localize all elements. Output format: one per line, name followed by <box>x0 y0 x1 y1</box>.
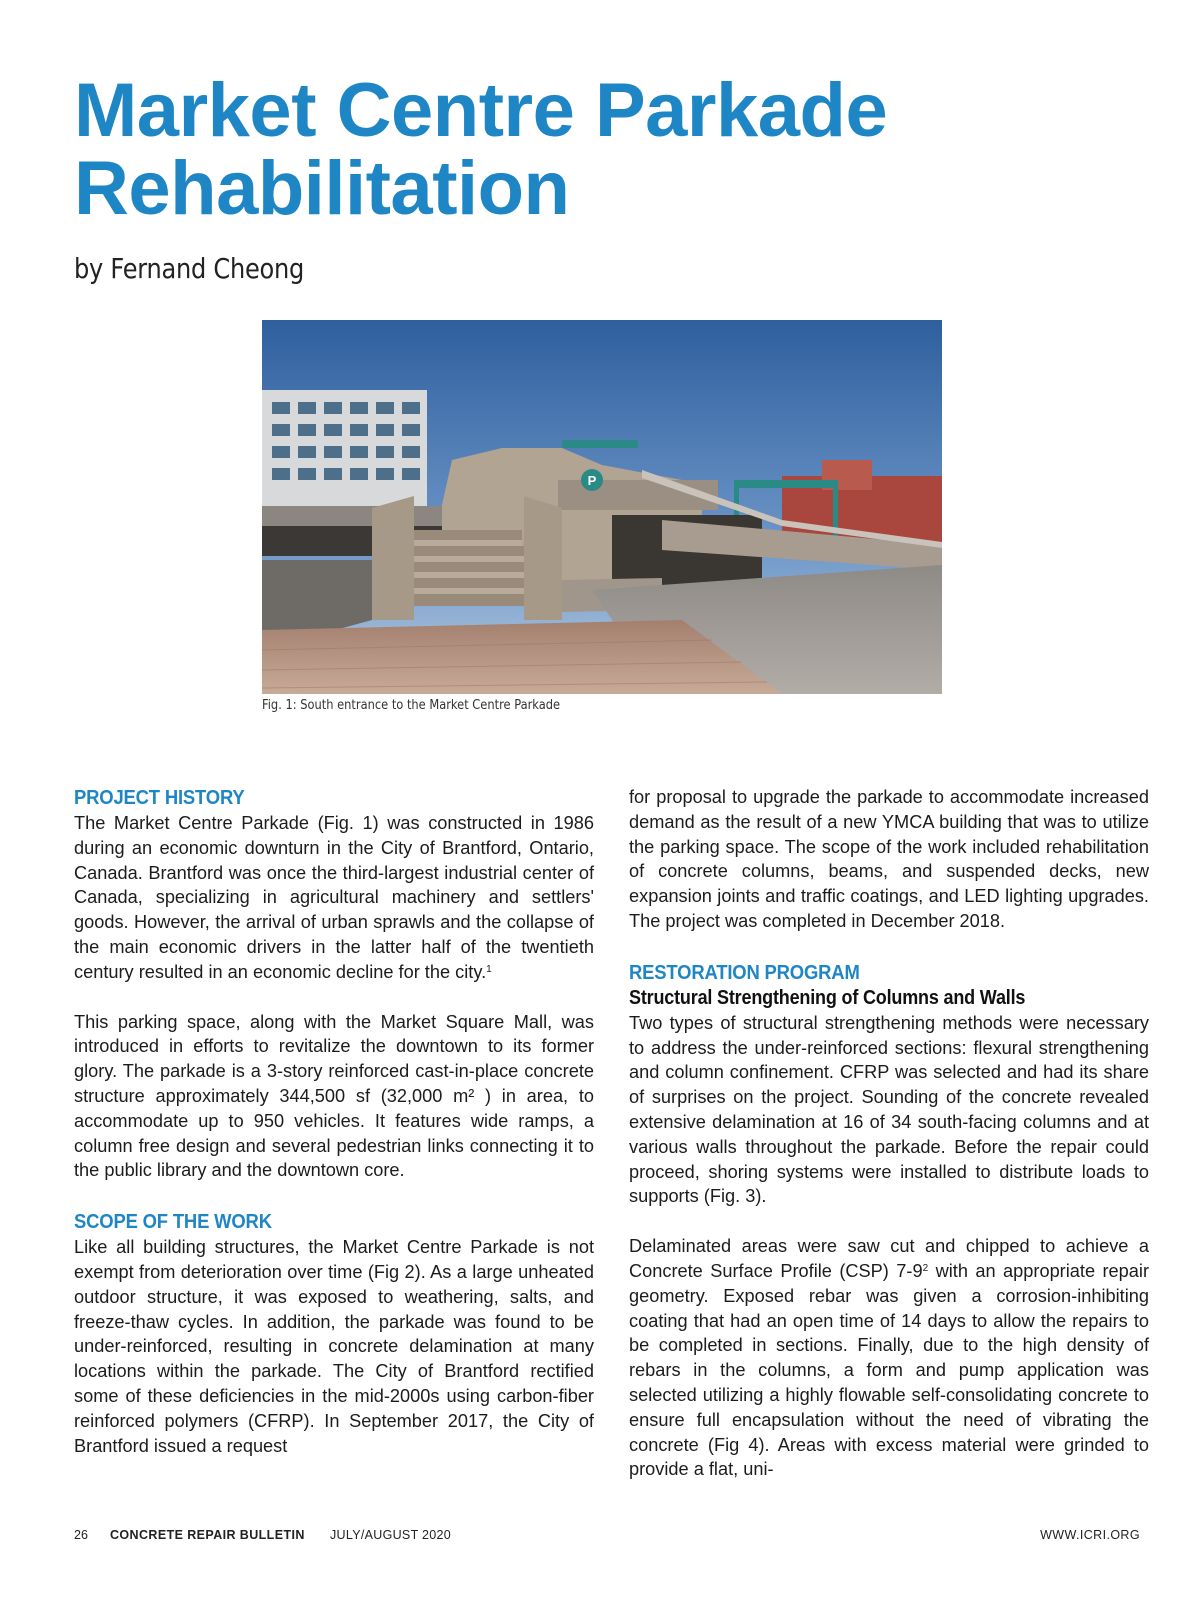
parking-sign-letter: P <box>587 473 597 488</box>
paragraph-history-1 <box>74 811 594 985</box>
article-title <box>74 68 888 231</box>
title-line-2: Rehabilitation <box>74 146 570 231</box>
issue-date: JULY/AUGUST 2020 <box>330 1528 452 1542</box>
figure-caption: Fig. 1: South entrance to the Market Centre Parkade <box>262 698 561 713</box>
heading-restoration: RESTORATION PROGRAM <box>629 960 860 984</box>
publication-name: CONCRETE REPAIR BULLETIN <box>110 1528 305 1542</box>
figure-photo <box>262 320 942 694</box>
restoration-2-text-a: Delaminated areas were saw cut and chipped to achieve a Concrete Surface Profile (CSP) 7-9 <box>629 1236 1149 1281</box>
footnote-2: 2 <box>922 1262 929 1274</box>
restoration-2-text-b: with an appropriate repair geometry. Exposed rebar was given a corrosion-inhibiting coating that had an open time of 14 days to allow the repairs to be completed in sections. Finally, due to the high density of rebars in the columns, a form and pump application was selected utilizing a highly flowable self-consolidating concrete to ensure full encapsulation without the need of vibrating the concrete (Fig 4). Areas with excess material were grinded to provide a flat, uni- <box>629 1260 1149 1480</box>
parkade-photo <box>262 320 942 694</box>
history-1-text: The Market Centre Parkade (Fig. 1) was constructed in 1986 during an economic downturn in the City of Brantford, Ontario, Canada. Brantford was once the third-largest industrial center of Canada, specializing in agricultural machinery and settlers' goods. However, the arrival of urban sprawls and the collapse of the main economic drivers in the latter half of the twentieth century resulted in an economic decline for the city. <box>74 813 594 982</box>
byline: by Fernand Cheong <box>74 252 305 285</box>
subheading-structural: Structural Strengthening of Columns and Walls <box>629 986 1026 1009</box>
column-left <box>74 785 594 1458</box>
page-footer <box>74 1528 1140 1548</box>
footnote-1: 1 <box>486 963 492 975</box>
paragraph-scope-1: Like all building structures, the Market Centre Parkade is not exempt from deterioration over time (Fig 2). As a large unheated outdoor structure, it was exposed to weathering, salts, and freeze-thaw cycles. In addition, the parkade was found to be under-reinforced, resulting in concrete delamination at many locations within the parkade. The City of Brantford rectified some of these deficiencies in the mid-2000s using carbon-fiber reinforced polymers (CFRP). In September 2017, the City of Brantford issued a request <box>74 1237 594 1456</box>
title-line-1: Market Centre Parkade <box>74 68 888 153</box>
heading-scope: SCOPE OF THE WORK <box>74 1210 272 1234</box>
column-right <box>629 785 1149 1482</box>
heading-project-history: PROJECT HISTORY <box>74 786 245 809</box>
paragraph-history-2: This parking space, along with the Market Square Mall, was introduced in efforts to revitalize the downtown to its former glory. The parkade is a 3-story reinforced cast-in-place concrete structure approximately 344,500 sf (32,000 m² ) in area, to accommodate up to 950 vehicles. It features wide ramps, a column free design and several pedestrian links connecting it to the public library and the downtown core. <box>74 1011 594 1181</box>
paragraph-restoration-1: Two types of structural strengthening methods were necessary to address the under-reinforced sections: flexural strengthening and column confinement. CFRP was selected and had its share of surprises on the project. Sounding of the concrete revealed extensive delamination at 16 of 34 south-facing columns and at various walls throughout the parkade. Before the repair could proceed, shoring systems were installed to distribute loads to supports (Fig. 3). <box>629 1012 1149 1207</box>
paragraph-restoration-2 <box>629 1234 1149 1482</box>
website-link[interactable]: WWW.ICRI.ORG <box>1040 1528 1140 1542</box>
paragraph-scope-continued: for proposal to upgrade the parkade to accommodate increased demand as the result of a new YMCA building that was to utilize the parking space. The scope of the work included rehabilitation of concrete columns, beams, and suspended decks, new expansion joints and traffic coatings, and LED lighting upgrades. The project was completed in December 2018. <box>629 787 1149 931</box>
page-number: 26 <box>74 1528 88 1542</box>
